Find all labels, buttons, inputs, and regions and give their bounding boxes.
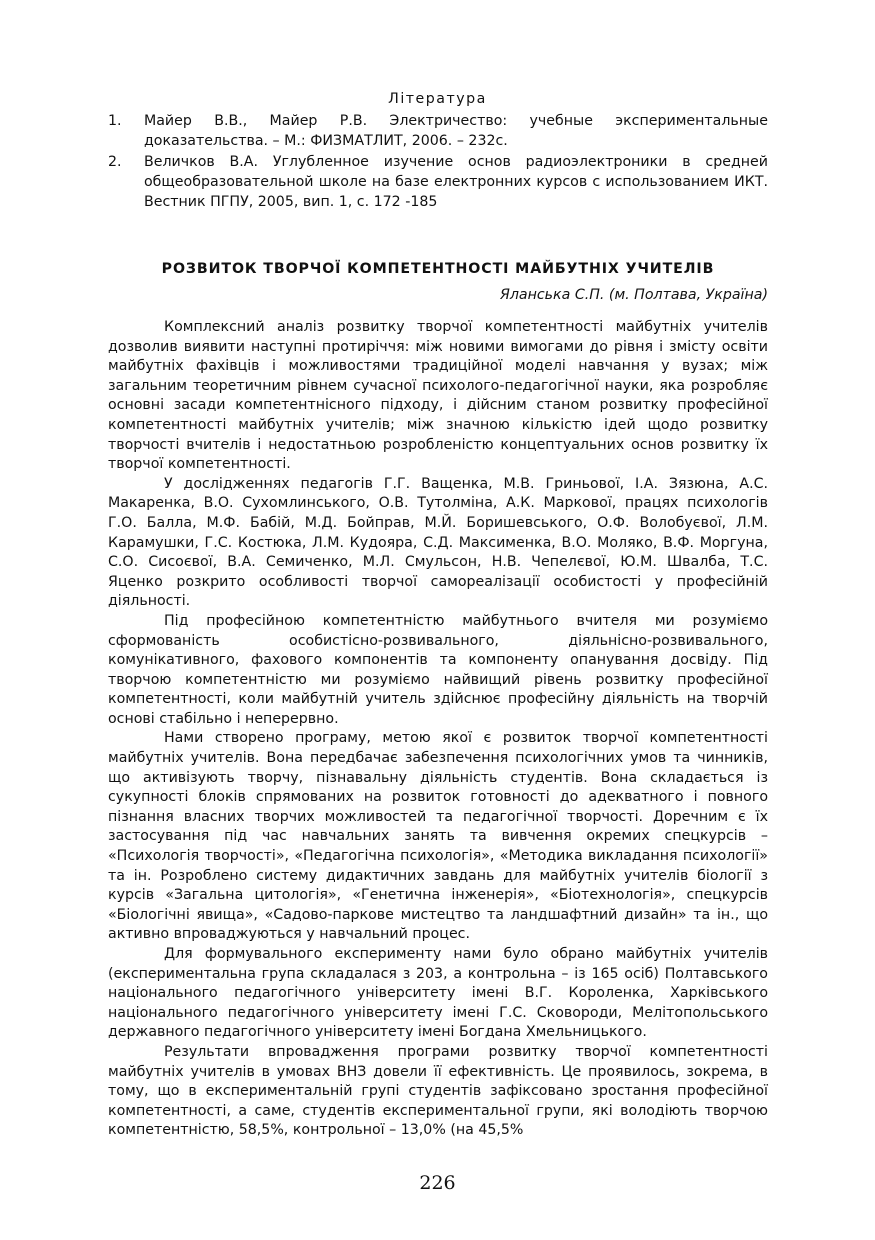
body-paragraph: Для формувального експерименту нами було обрано майбутніх учителів (експериментальна група складалася з 203, а контрольна – із 165 осіб) Полтавського національного педагогічного університету імені В.Г. Короленка, Харківського національного педагогічного університету імені Г.С. Сковороди, Мелітопольського державного педагогічного університету імені Богдана Хмельницького. bbox=[108, 946, 768, 1041]
reference-text: Майер В.В., Майер Р.В. Электричество: учебные экспериментальные доказательства. – М.: ФИЗМАТЛИТ, 2006. – 232с. bbox=[144, 113, 768, 149]
body-paragraph: Комплексний аналіз розвитку творчої компетентності майбутніх учителів дозволив виявити наступні протиріччя: між новими вимогами до рівня і змісту освіти майбутніх фахівців і можливостями традиційної моделі навчання у вузах; між загальним теоретичним рівнем сучасної психолого-педагогічної науки, яка розробляє основні засади компетентнісного підходу, і дійсним станом розвитку професійної компетентності майбутніх учителів; між значною кількістю ідей щодо розвитку творчості вчителів і недостатньою розробленістю концептуальних основ розвитку їх творчої компетентності. bbox=[108, 319, 768, 473]
references-heading: Література bbox=[388, 91, 487, 107]
references-list bbox=[108, 111, 768, 213]
reference-number: 1. bbox=[108, 113, 122, 129]
reference-number: 2. bbox=[108, 154, 122, 170]
article-body bbox=[108, 318, 768, 1141]
body-paragraph: Нами створено програму, метою якої є розвиток творчої компетентності майбутніх учителів. Вона передбачає забезпечення психологічних умов та чинників, що активізують творчу, пізнавальну діяльність студентів. Вона складається із сукупності блоків спрямованих на розвиток готовності до адекватного і повного пізнання власних творчих можливостей та педагогічної творчості. Доречним є їх застосування під час навчальних занять та вивчення окремих спецкурсів – «Психологія творчості», «Педагогічна психологія», «Методика викладання психології» та ін. Розроблено систему дидактичних завдань для майбутніх учителів біології з курсів «Загальна цитологія», «Генетична інженерія», «Біотехнологія», спецкурсів «Біологічні явища», «Садово-паркове мистецтво та ландшафтний дизайн» та ін., що активно впроваджуються у навчальний процес. bbox=[108, 730, 768, 943]
reference-text: Величков В.А. Углубленное изучение основ радиоэлектроники в средней общеобразовательной школе на базе електронних курсов с использованием ИКТ. Вестник ПГПУ, 2005, вип. 1, с. 172 -185 bbox=[144, 154, 768, 210]
reference-item bbox=[108, 111, 768, 151]
body-paragraph: У дослідженнях педагогів Г.Г. Ващенка, М.В. Гриньової, І.А. Зязюна, А.С. Макаренка, В.О. Сухомлинського, О.В. Тутолміна, А.К. Маркової, працях психологів Г.О. Балла, М.Ф. Бабій, М.Д. Бойправ, М.Й. Боришевського, О.Ф. Волобуєвої, Л.М. Карамушки, Г.С. Костюка, Л.М. Кудояра, С.Д. Максименка, В.О. Моляко, В.Ф. Моргуна, С.О. Сисоєвої, В.А. Семиченко, М.Л. Смульсон, Н.В. Чепелєвої, Ю.М. Швалба, Т.С. Яценко розкрито особливості творчої самореалізації особистості у професійній діяльності. bbox=[108, 475, 768, 610]
article-author: Яланська С.П. (м. Полтава, Україна) bbox=[499, 287, 768, 303]
reference-item bbox=[108, 152, 768, 212]
page-number: 226 bbox=[419, 1172, 456, 1194]
body-paragraph: Результати впровадження програми розвитку творчої компетентності майбутніх учителів в умовах ВНЗ довели її ефективність. Це проявилось, зокрема, в тому, що в експериментальній групі студентів зафіксовано зростання професійної компетентності, а саме, студентів експериментальної групи, які володіють творчою компетентністю, 58,5%, контрольної – 13,0% (на 45,5% bbox=[108, 1043, 768, 1139]
body-paragraph: Під професійною компетентністю майбутнього вчителя ми розуміємо сформованість особистісно-розвивального, діяльнісно-розвивального, комунікативного, фахового компонентів та компоненту опанування досвіду. Під творчою компетентністю ми розуміємо найвищий рівень розвитку професійної компетентності, коли майбутній учитель здійснює професійну діяльність на творчій основі стабільно і неперервно. bbox=[108, 612, 768, 727]
article-title: РОЗВИТОК ТВОРЧОЇ КОМПЕТЕНТНОСТІ МАЙБУТНІХ УЧИТЕЛІВ bbox=[161, 261, 715, 277]
